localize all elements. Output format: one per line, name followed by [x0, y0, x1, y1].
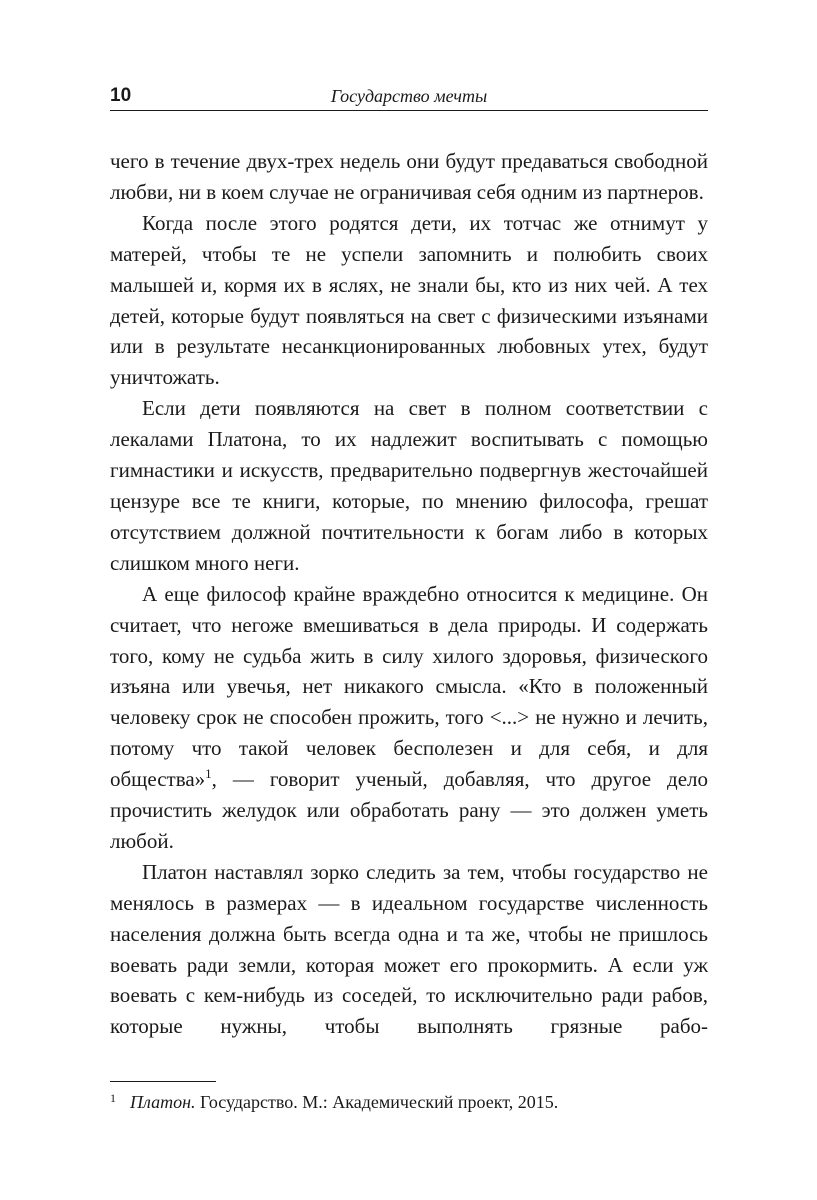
paragraph: Если дети появляются на свет в полном соответствии с лекалами Платона, то их надлежит воспитывать с помощью гимнастики и искусств, предварительно подвергнув жесточайшей цензуре все те книги, которые, по мнению философа, грешат отсутствием должной почтительности к богам либо в которых слишком много неги. — [110, 396, 708, 575]
page-number: 10 — [110, 85, 132, 106]
paragraph: Платон наставлял зорко следить за тем, чтобы государство не менялось в размерах — в идеальном государстве численность населения должна быть всегда одна и та же, чтобы не пришлось воевать ради земли, которая может его прокормить. А если уж воевать с кем-нибудь из соседей, то исключительно ради рабов, которые нужны, чтобы выполнять грязные рабо- — [110, 859, 708, 1039]
paragraph-text: , — говорит ученый, добавляя, что другое дело прочистить желудок или обработать рану — это должен уметь любой. — [110, 767, 708, 853]
paragraph — [110, 579, 708, 857]
paragraph: чего в течение двух-трех недель они будут предаваться свободной любви, ни в коем случае не ограничивая себя одним из партнеров. — [110, 149, 708, 204]
footnote-divider — [110, 1081, 216, 1082]
footnote: 1 Платон. Государство. М.: Академический проект, 2015. — [110, 1091, 559, 1112]
footnote-citation: Государство. М.: Академический проект, 2015. — [195, 1092, 559, 1112]
footnote-author: Платон. — [130, 1092, 196, 1112]
paragraph: Когда после этого родятся дети, их тотчас же отнимут у матерей, чтобы те не успели запомнить и полюбить своих малышей и, кормя их в яслях, не знали бы, кто из них чей. А тех детей, которые будут появляться на свет с физическими изъянами или в результате несанкционированных любовных утех, будут уничтожать. — [110, 210, 708, 390]
running-header — [110, 84, 708, 111]
paragraph-text: А еще философ крайне враждебно относится к медицине. Он считает, что негоже вмешиваться в дела природы. И содержать того, кому не судьба жить в силу хилого здоровья, физического изъяна или увечья, нет никакого смысла. «Кто в положенный человеку срок не способен прожить, того <...> не нужно и лечить, потому что такой человек бесполезен и для себя, и для общества» — [110, 581, 708, 792]
main-text — [110, 146, 708, 1042]
footnote-reference[interactable]: 1 — [205, 766, 212, 782]
running-title: Государство мечты — [330, 86, 488, 106]
